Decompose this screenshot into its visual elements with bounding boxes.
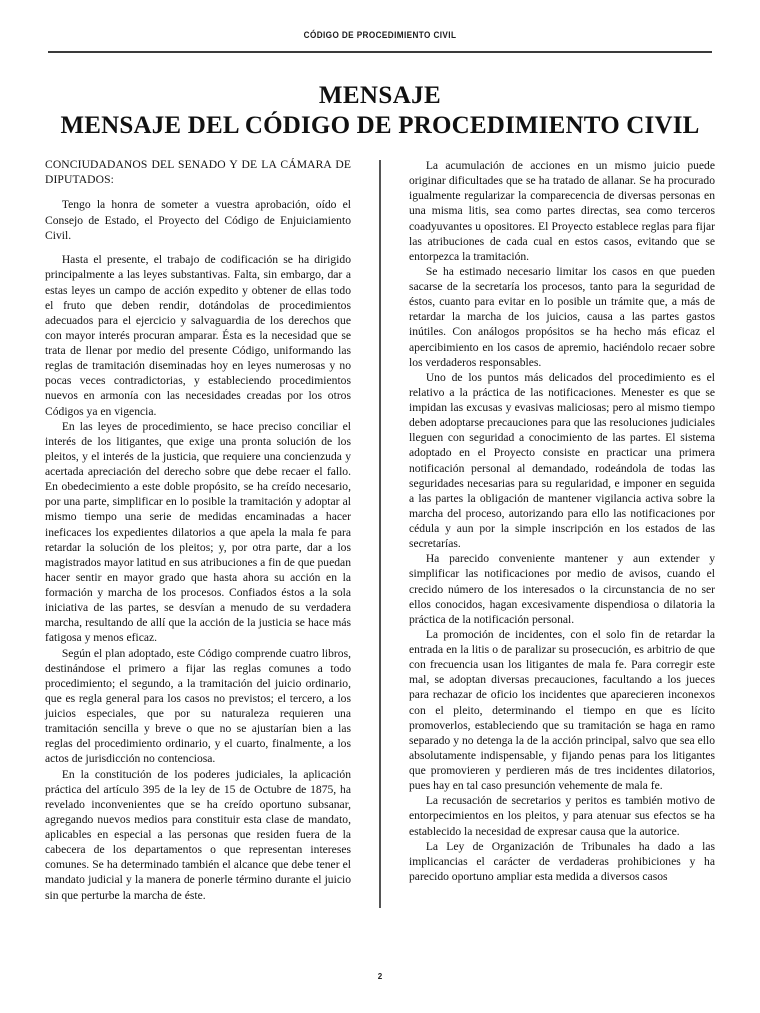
paragraph: Según el plan adoptado, este Código comprende cuatro libros, destinándose el primero a fijar las reglas comunes a todo procedimiento; el segundo, a la tramitación del juicio ordinario, que es regla general para los casos no previstos; el tercero, a los juicios especiales, que por su naturaleza requieren una tramitación sencilla y breve o que no se ajustarían bien a las reglas del procedimiento ordinario, y el cuarto, finalmente, a los actos de jurisdicción no contenciosa. bbox=[45, 646, 351, 766]
page-subtitle: MENSAJE DEL CÓDIGO DE PROCEDIMIENTO CIVIL bbox=[60, 112, 700, 139]
paragraph: En la constitución de los poderes judiciales, la aplicación práctica del artículo 395 de la ley de 15 de Octubre de 1875, ha revelado inconvenientes que se ha creído oportuno subsanar, agregando nuevos medios para constituir esta clase de mandato, aplicables en especial a las personas que residen fuera de la cabecera de los departamentos o que representan intereses comunes. Se ha determinado también el alcance que debe tener el mandato judicial y la manera de ponerle término durante el juicio sin que perturbe la marcha de éste. bbox=[45, 767, 351, 902]
paragraph: La acumulación de acciones en un mismo juicio puede originar dificultades que se ha tratado de allanar. Se ha procurado igualmente regularizar la comparecencia de diversas personas en una misma litis, sea como partes directas, sea como terceros coadyuvantes u opositores. El Proyecto establece reglas para fijar las atribuciones de cada cual en estos casos, evitando que se entorpezca la tramitación. bbox=[409, 159, 715, 263]
paragraph: La promoción de incidentes, con el solo fin de retardar la entrada en la litis o de paralizar su prosecución, es arbitrio de que con frecuencia usan los litigantes de mala fe. Para corregir este mal, se adoptan diversas precauciones, facultando a los jueces para rechazar de oficio los incidentes que aparecieren inconexos con el pleito, determinando el tiempo en que es lícito promoverlos, estableciendo que su tramitación se haga en ramo separado y no detenga la de la acción principal, salvo que sea ello absolutamente indispensable, y fijando penas para los litigantes que promovieren y perdieren más de tres incidentes dilatorios, pues hay en tal caso presunción vehemente de mala fe. bbox=[409, 627, 715, 793]
paragraph: Tengo la honra de someter a vuestra aprobación, oído el Consejo de Estado, el Proyecto del Código de Enjuiciamiento Civil. bbox=[45, 198, 351, 242]
paragraph: La recusación de secretarios y peritos es también motivo de entorpecimientos en los pleitos, y para atenuar sus efectos se ha establecido la necesidad de expresar causa que la autorice. bbox=[409, 794, 715, 838]
column-right bbox=[399, 158, 715, 958]
column-left bbox=[45, 158, 361, 958]
page-number: 2 bbox=[377, 972, 383, 981]
paragraph: Ha parecido conveniente mantener y aun extender y simplificar las notificaciones por medio de avisos, cuando el crecido número de los interesados o la circunstancia de no ser ellos conocidos, hagan excesivamente dispendiosa o dilatoria la práctica de la notificación personal. bbox=[409, 552, 715, 626]
paragraph: En las leyes de procedimiento, se hace preciso conciliar el interés de los litigantes, que exige una pronta solución de los pleitos, y el interés de la justicia, que requiere una concienzuda y acertada apreciación del derecho sobre que debe recaer el fallo. En obedecimiento a este doble propósito, se ha creído necesario, por una parte, simplificar en lo posible la tramitación y adoptar al mismo tiempo una serie de medidas encaminadas a hacer ineficaces los expedientes dilatorios a que apela la mala fe para retardar la solución de los pleitos; y, por otra parte, dar a los magistrados mayor latitud en sus atribuciones a fin de que puedan hacer sentir en mayor grado que hasta ahora su acción en la formación y marcha de los procesos. Confiados éstos a la sola iniciativa de las partes, se desvían a menudo de su verdadera marcha, resultando de allí que la acción de la justicia se hace más fatigosa y menos eficaz. bbox=[45, 419, 351, 645]
paragraph: La Ley de Organización de Tribunales ha dado a las implicancias el carácter de verdaderas prohibiciones y ha parecido oportuno ampliar esta medida a diversos casos bbox=[409, 839, 715, 883]
title-block bbox=[40, 82, 720, 140]
paragraph: Hasta el presente, el trabajo de codificación se ha dirigido principalmente a las leyes substantivas. Falta, sin embargo, dar a estas leyes un campo de acción expedito y obtener de ellas todo el fruto que deben rendir, dotándolas de procedimientos adecuados para el ejercicio y salvaguardia de los derechos que con mayor interés procuran amparar. Ésta es la necesidad que se trata de llenar por medio del presente Código, uniformando las reglas de tramitación diseminadas hoy en leyes numerosas y no pocas veces contradictorias, y estableciendo procedimientos nuevos en armonía con las necesidades creadas por los otros Códigos ya en vigencia. bbox=[45, 253, 351, 418]
salutation: CONCIUDADANOS DEL SENADO Y DE LA CÁMARA DE DIPUTADOS: bbox=[45, 158, 351, 186]
paragraph: Se ha estimado necesario limitar los casos en que pueden sacarse de la secretaría los procesos, tanto para la seguridad de éstos, cuanto para evitar en lo posible un trámite que, a más de retardar la marcha de los juicios, causa a las partes gastos inútiles. Con análogos propósitos se ha hecho más eficaz el apercibimiento en los casos de apremio, haciéndolo recaer sobre los verdaderos responsables. bbox=[409, 264, 715, 369]
paragraph: Uno de los puntos más delicados del procedimiento es el relativo a la práctica de las notificaciones. Menester es que se impidan las excusas y evasivas maliciosas; pero al mismo tiempo deben adoptarse precauciones para que las resoluciones judiciales lleguen con seguridad a conocimiento de las partes. El sistema adoptado en el Proyecto consiste en practicar una primera notificación personal al demandado, rodeándola de todas las seguridades necesarias para su regularidad, e imponer en seguida a las partes la obligación de mantener vigilancia activa sobre la marcha del proceso, autorizando para ello las notificaciones por cédula y aun por la simple inscripción en los estados de las secretarías. bbox=[409, 370, 715, 551]
running-header: CÓDIGO DE PROCEDIMIENTO CIVIL bbox=[303, 30, 457, 40]
column-divider bbox=[379, 160, 381, 908]
body-columns bbox=[45, 158, 715, 958]
header-rule bbox=[48, 51, 712, 53]
page-title: MENSAJE bbox=[318, 82, 442, 109]
